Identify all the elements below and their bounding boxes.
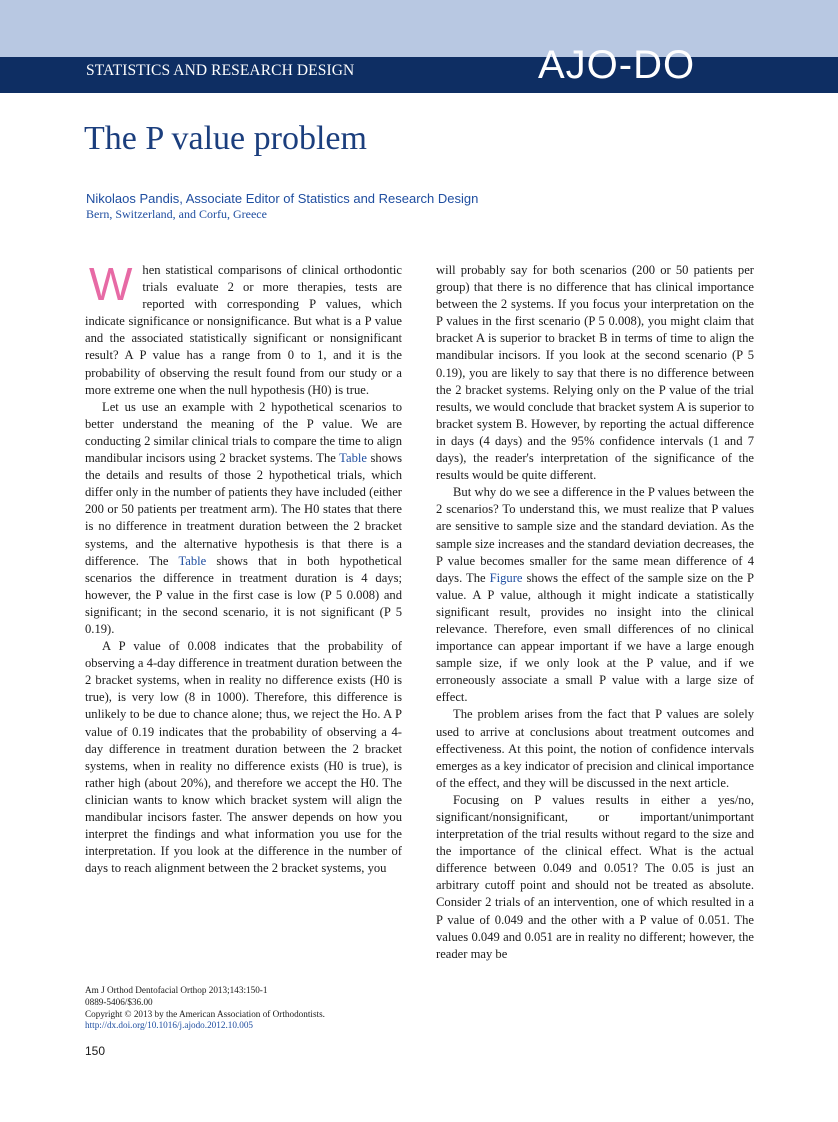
page-number: 150 [85,1044,106,1058]
doi-link[interactable]: http://dx.doi.org/10.1016/j.ajodo.2012.10.005 [85,1020,254,1031]
article-title: The P value problem [84,120,367,157]
paragraph: Let us use an example with 2 hypothetical scenarios to better understand the meaning of the P value. We are conducting 2 similar clinical trials to compare the time to align mandibular incisors using 2 bracket systems. The Table shows the details and results of those 2 hypothetical trials, which differ only in the number of patients they have included (either 200 or 50 patients per treatment arm). The H0 states that there is no difference in treatment duration between the 2 bracket systems, and the alternative hypothesis is that there is a difference. The Table shows that in both hypothetical scenarios the difference in treatment duration is 4 days; however, the P value in the first case is low (P 5 0.008) and significant; in the second scenario, it is not significant (P 5 0.19). [85,399,402,636]
paragraph: Focusing on P values results in either a yes/no, significant/nonsignificant, or important/unimportant interpretation of the trial results without regard to the size and the importance of the clinical effect. What is the actual difference between 0.049 and 0.051? The 0.05 is just an arbitrary cutoff point and should not be treated as absolute. Consider 2 trials of an intervention, one of which resulted in a P value of 0.049 and the other with a P value of 0.051. The values 0.049 and 0.051 are in reality no different; however, the reader may be [436,792,754,961]
section-label: STATISTICS AND RESEARCH DESIGN [86,62,355,79]
table-link[interactable]: Table [178,553,207,568]
right-text-column [436,262,754,1042]
table-link[interactable]: Table [339,451,367,466]
figure-link[interactable]: Figure [489,570,523,585]
footer-notes [85,985,405,1032]
drop-cap: W [89,262,133,310]
top-color-band [0,0,838,57]
citation: Am J Orthod Dentofacial Orthop 2013;143:150-1 [85,985,268,995]
left-text-column [85,262,402,962]
paragraph: A P value of 0.008 indicates that the probability of observing a 4-day difference in treatment duration between the 2 bracket systems, when in reality no difference exists (H0 is true), is very low (8 in 1000). Therefore, this difference is unlikely to be due to chance alone; thus, we reject the Ho. A P value of 0.19 indicates that the probability of observing a 4-day difference in treatment duration between the 2 bracket systems, when in reality no difference exists (H0 is true), is rather high (about 20%), and therefore we accept the H0. The clinician wants to know which bracket system will align the mandibular incisors faster. The answer depends on how you interpret the findings and what information you use for the interpretation. If you look at the difference in the number of days to reach alignment between the 2 bracket systems, you [85,639,402,876]
paragraph: will probably say for both scenarios (200 or 50 patients per group) that there is no difference that has clinical importance between the 2 systems. If you focus your interpretation on the P values in the first scenario (P 5 0.008), you might claim that bracket A is superior to bracket B in terms of time to align the mandibular incisors. If you look at the second scenario (P 5 0.19), you are likely to say that there is no difference between the 2 bracket systems. Relying only on the P value of the trial results, we would conclude that bracket system A is superior to bracket system B. However, by reporting the actual difference in days (4 days) and the 95% confidence intervals (1 and 7 days), the reader's interpretation of the significance of the results would be quite different. [436,263,754,483]
paragraph: The problem arises from the fact that P values are solely used to arrive at conclusions about treatment outcomes and effectiveness. At this point, the notion of confidence intervals emerges as a key indicator of precision and clinical importance of the effect, and they will be discussed in the next article. [436,707,754,790]
issn: 0889-5406/$36.00 [85,996,153,1007]
paragraph: When statistical comparisons of clinical orthodontic trials evaluate 2 or more therapies, tests are reported with corresponding P values, which indicate significance or nonsignificance. But what is a P value and the associated statistically significant or nonsignificant result? A P value has a range from 0 to 1, and it is the probability of observing the result found from our study or a more extreme one when the null hypothesis (H0) is true. [85,262,402,397]
paragraph: But why do we see a difference in the P values between the 2 scenarios? To understand this, we must realize that P values are sensitive to sample size and the standard deviation. As the sample size increases and the standard deviation decreases, the P value becomes smaller for the same mean difference of 4 days. The Figure shows the effect of the sample size on the P value. A P value, although it might indicate a statistically significant result, provides no insight into the clinical relevance. Therefore, even small differences of no clinical importance can appear important if we have a large enough sample size, if we only look at the P value, and if we erroneously associate a small P value with a large size of effect. [436,485,754,705]
journal-logo: AJO-DO [538,43,696,87]
copyright: Copyright © 2013 by the American Association of Orthodontists. [85,1008,325,1019]
affiliation-line: Bern, Switzerland, and Corfu, Greece [86,207,267,221]
author-line: Nikolaos Pandis, Associate Editor of Statistics and Research Design [86,191,479,206]
